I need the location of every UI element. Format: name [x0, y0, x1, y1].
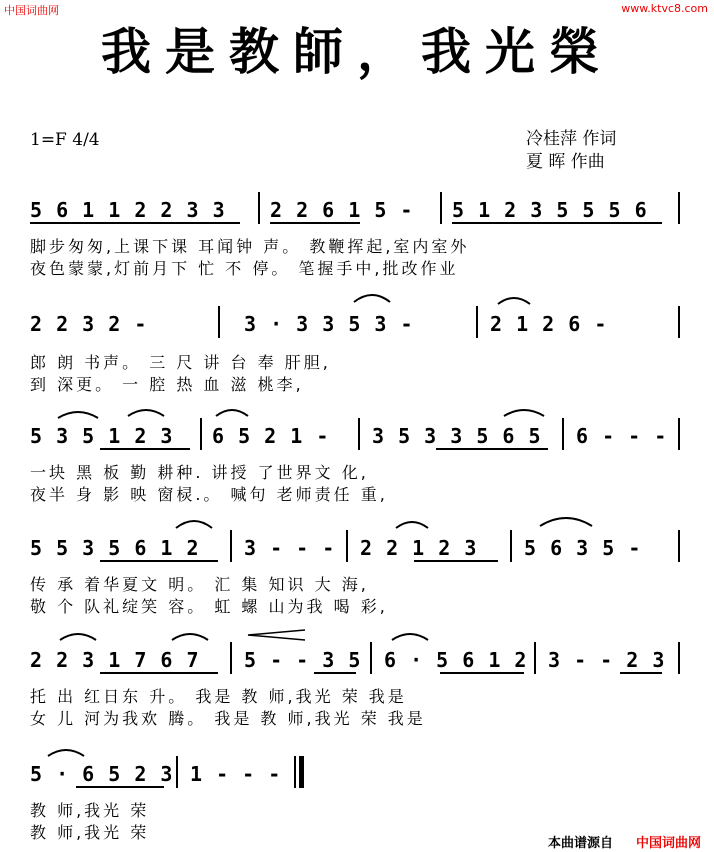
slur — [48, 750, 84, 756]
measure: 5 - - 3 5 — [244, 648, 362, 672]
source-site-link[interactable]: 中国词曲网 — [636, 836, 702, 851]
lyric-line-2: 敬 个 队礼绽笑 容。 虹 螺 山为我 喝 彩, — [30, 597, 388, 616]
measure: 5 1 2 3 5 5 5 6 — [452, 198, 648, 222]
key-signature: 1=F 4/4 — [30, 130, 100, 150]
slur — [354, 295, 390, 302]
measure: 3 - - 2 3 — [548, 648, 666, 672]
slur — [176, 521, 212, 528]
song-title: 我是教師，我光榮 — [101, 22, 613, 81]
lyric-line-2: 女 儿 河为我欢 腾。 我是 教 师,我光 荣 我是 — [30, 709, 426, 728]
measure: 6 · 5 6 1 2 — [384, 648, 528, 672]
lyric-line-2: 夜半 身 影 映 窗棂.。 喊句 老师责任 重, — [30, 485, 388, 504]
measure: 3 - - - — [244, 536, 336, 560]
measure: 2 2 1 2 3 — [360, 536, 478, 560]
lyric-line-1: 教 师,我光 荣 — [30, 801, 150, 820]
measure: 3 5 3 3 5 6 5 — [372, 424, 542, 448]
source-label: 本曲谱源自 — [548, 836, 614, 851]
slur — [498, 298, 530, 304]
lyric-line-1: 脚步匆匆,上课下课 耳闻钟 声。 教鞭挥起,室内室外 — [30, 237, 470, 256]
measure: 3 · 3 3 5 3 - — [244, 312, 414, 336]
slur — [58, 412, 98, 418]
measure: 2 1 2 6 - — [490, 312, 608, 336]
measure: 5 6 3 5 - — [524, 536, 642, 560]
watermark-top-left: 中国词曲网 — [4, 4, 59, 17]
measure: 5 3 5 1 2 3 — [30, 424, 174, 448]
lyric-line-2: 到 深更。 一 腔 热 血 滋 桃李, — [30, 375, 304, 394]
measure: 2 2 6 1 5 - — [270, 198, 414, 222]
lyricist-credit: 冷桂萍 作词 — [526, 129, 617, 149]
lyric-line-2: 夜色蒙蒙,灯前月下 忙 不 停。 笔握手中,批改作业 — [30, 259, 459, 278]
slur — [172, 634, 208, 640]
slur — [216, 410, 248, 416]
slur — [504, 410, 544, 416]
measure: 6 5 2 1 - — [212, 424, 330, 448]
measure: 5 · 6 5 2 3 — [30, 762, 174, 786]
lyric-line-1: 一块 黑 板 勤 耕种. 讲授 了世界文 化, — [30, 463, 369, 482]
slur — [128, 410, 164, 416]
measure: 5 6 1 1 2 2 3 3 — [30, 198, 226, 222]
lyric-line-1: 郎 朗 书声。 三 尺 讲 台 奉 肝胆, — [30, 353, 331, 372]
lyric-line-2: 教 师,我光 荣 — [30, 823, 150, 842]
measure: 5 5 3 5 6 1 2 — [30, 536, 200, 560]
slur — [396, 522, 428, 528]
measure: 2 2 3 2 - — [30, 312, 148, 336]
slur — [392, 634, 428, 640]
crescendo-hairpin — [248, 630, 305, 640]
measure: 1 - - - — [190, 762, 282, 786]
measure: 2 2 3 1 7 6 7 — [30, 648, 200, 672]
lyric-line-1: 传 承 着华夏文 明。 汇 集 知识 大 海, — [30, 575, 369, 594]
slur — [540, 518, 592, 526]
lyric-line-1: 托 出 红日东 升。 我是 教 师,我光 荣 我是 — [30, 687, 407, 706]
slur — [60, 634, 96, 640]
composer-credit: 夏 晖 作曲 — [526, 152, 605, 172]
watermark-top-right: www.ktvc8.com — [621, 2, 708, 15]
measure: 6 - - - — [576, 424, 668, 448]
